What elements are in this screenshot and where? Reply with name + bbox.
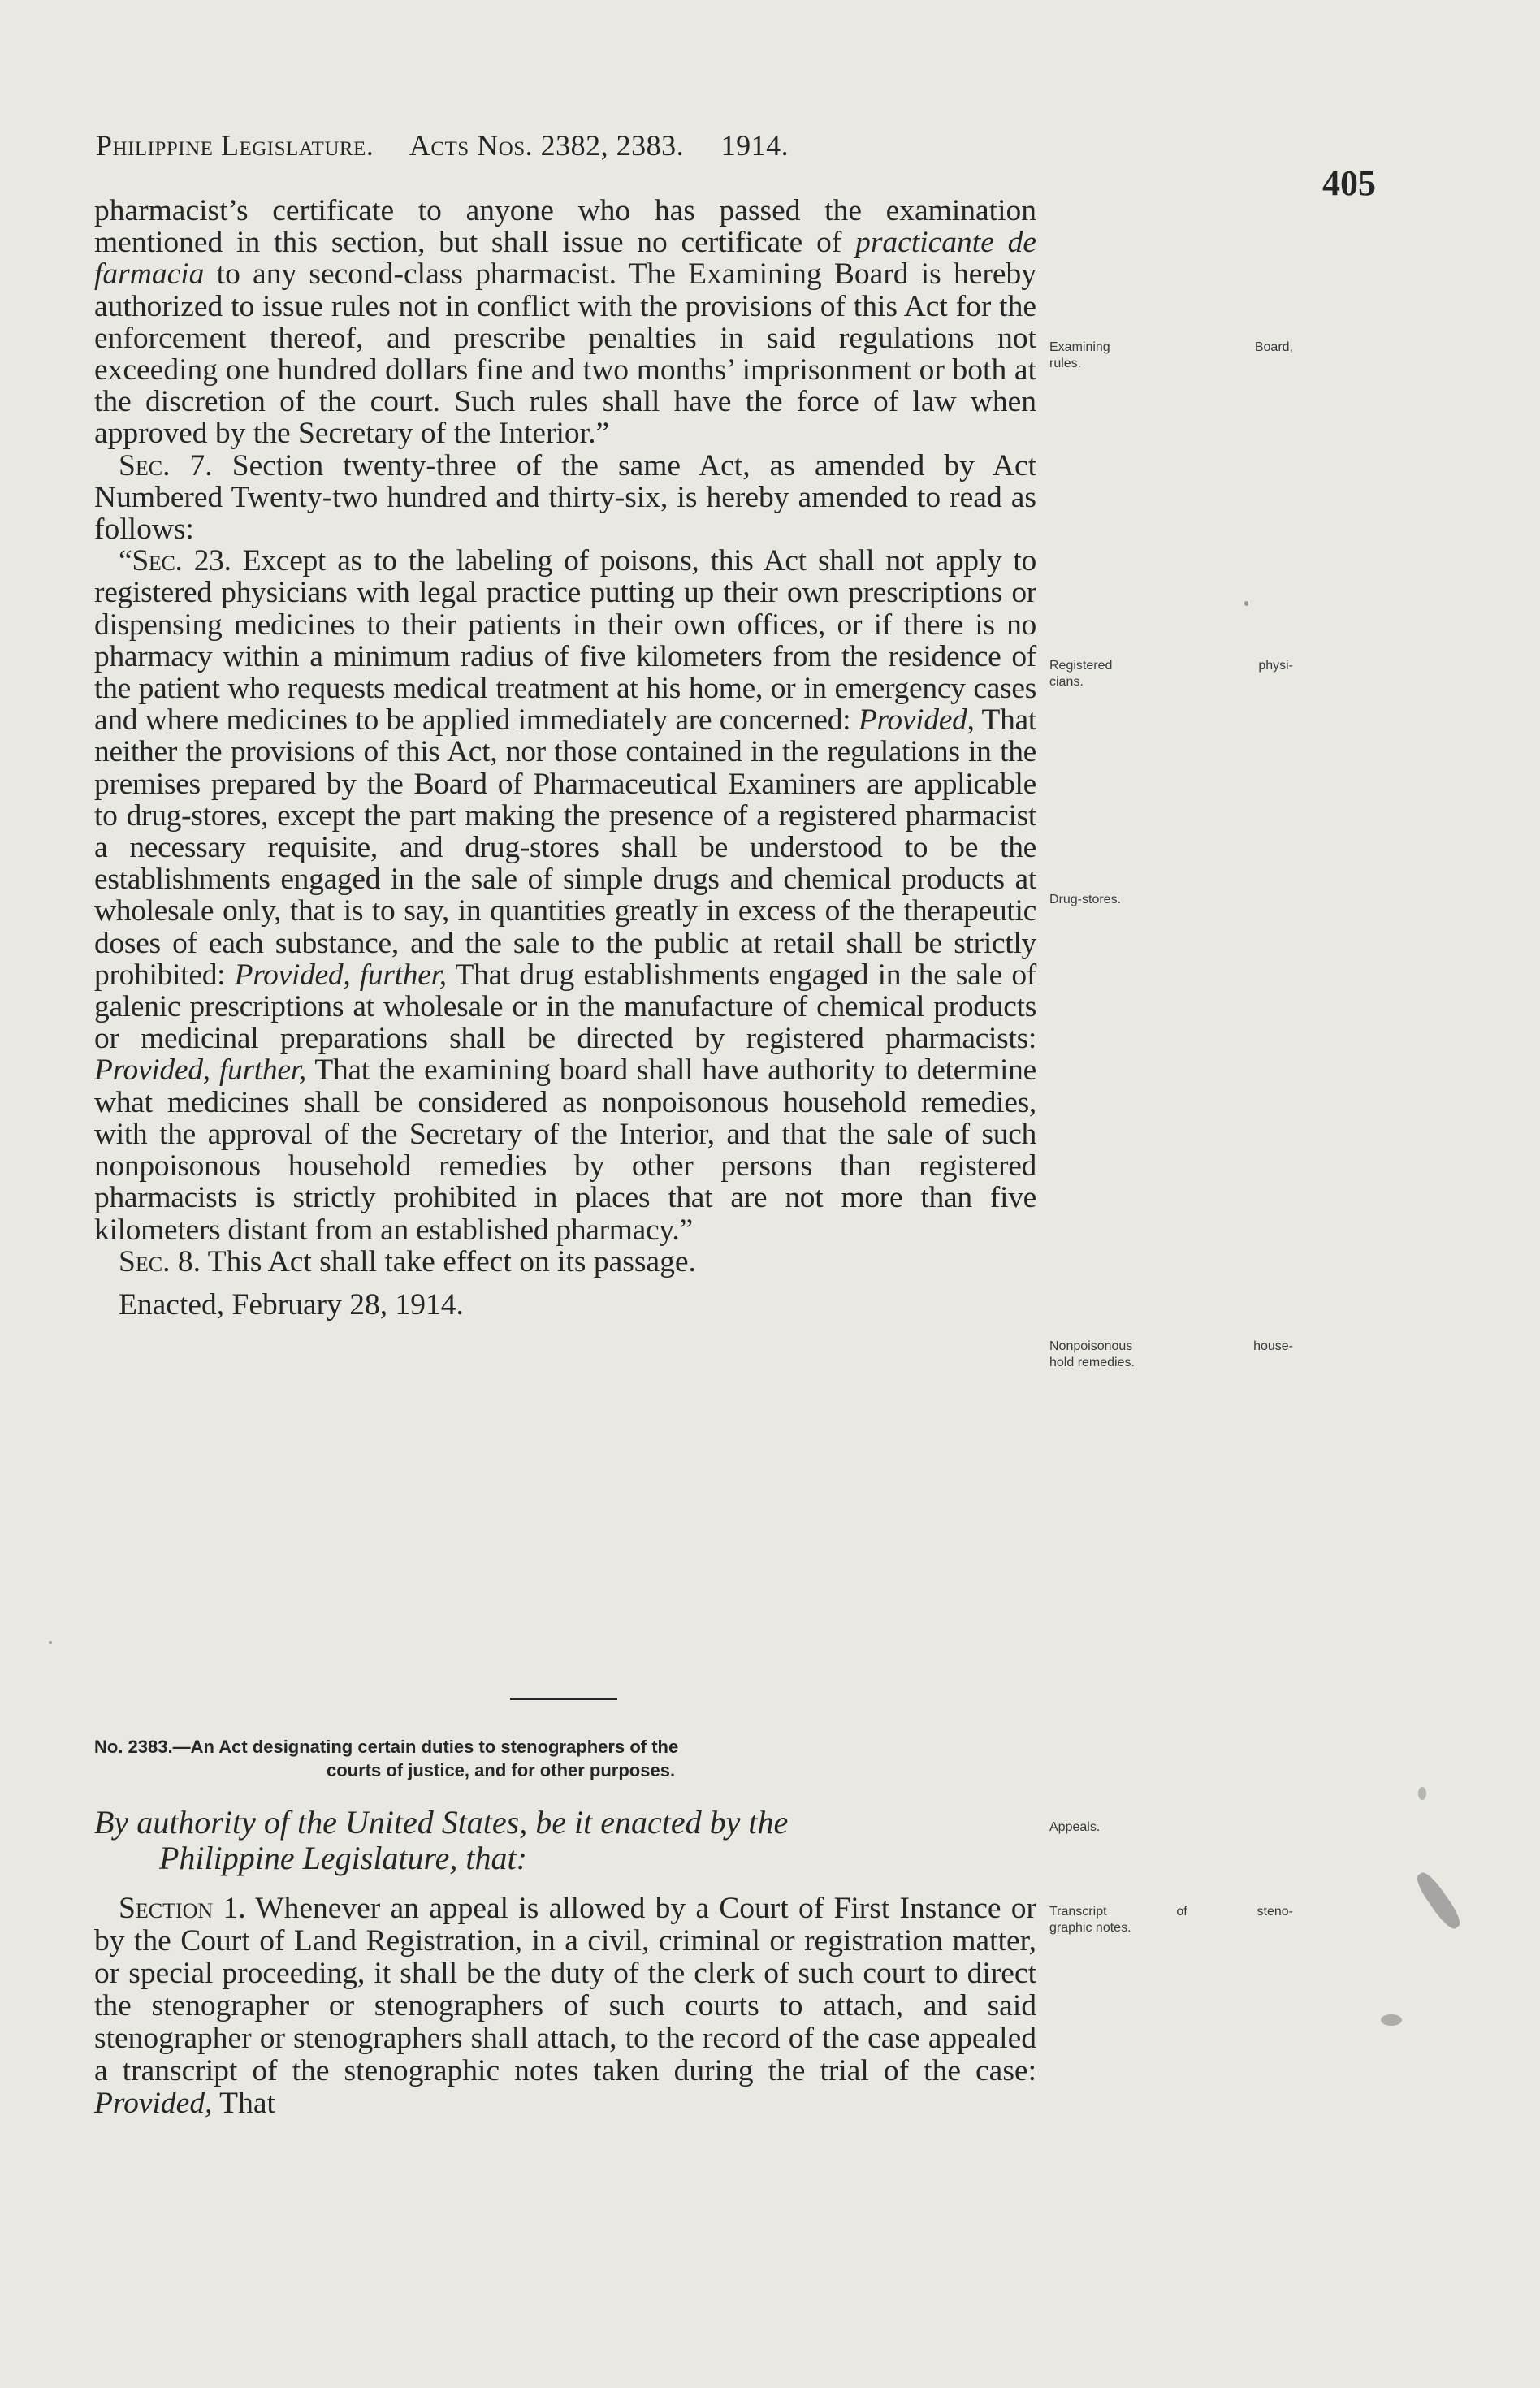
section-8: Sec. 8. This Act shall take effect on its passage. [119, 1244, 696, 1278]
margin-note-transcript: Transcript of steno- graphic notes. [1049, 1905, 1293, 1935]
act-2382-body [94, 195, 1036, 1321]
margin-note-registered-physicians: Registered physi- cians. [1049, 659, 1293, 689]
running-head-acts: Acts Nos. 2382, 2383. [409, 129, 685, 162]
act-2383-title [94, 1735, 1036, 1782]
paragraph-certificate: pharmacist’s certificate to anyone who has passed the examination mentioned in this section, but shall issue no certificate of practicante de farmacia to any second-class pharmacist. The Examining Board is hereby authorized to issue rules not in conflict with the provisions of this Act for the enforcement thereof, and prescribe penalties in said regulations not exceeding one hundred dollars fine and two months’ imprisonment or both at the discretion of the court. Such rules shall have the force of law when approved by the Secretary of the Interior.” [94, 194, 1037, 451]
scan-smudge [1381, 2014, 1402, 2026]
enacting-clause: By authority of the United States, be it enacted by the Philippine Legislature, that: [94, 1804, 789, 1876]
page-number: 405 [1322, 163, 1376, 203]
margin-note-drug-stores: Drug-stores. [1049, 893, 1122, 906]
section-8-label: Sec. 8. [119, 1244, 201, 1278]
practicante-term: practicante de farmacia [94, 226, 1037, 292]
section-23: “Sec. 23. Except as to the labeling of poisons, this Act shall not apply to registered physicians with legal practice putting up their own prescriptions or dispensing medicines to their patients in their own offices, or if there is no pharmacy within a minimum radius of five kilometers from the residence of the patient who requests medical treatment at his home, or in emergency cases and where medicines to be applied immediately are concerned: Provided, That neither the provisions of this Act, nor those contained in the regulations in the premises prepared by the Board of Pharmaceutical Examiners are applicable to drug-stores, except the part making the presence of a registered pharmacist a necessary requisite, and drug-stores shall be understood to be the establishments engaged in the sale of simple drugs and chemical products at wholesale only, that is to say, in quantities greatly in excess of the therapeutic doses of each substance, and the sale to the public at retail shall be strictly prohibited: Provided, further, That drug establishments engaged in the sale of galenic prescriptions at wholesale or in the manufacture of chemical products or medicinal preparations shall be directed by registered pharmacists: Provided, further, That the examining board shall have authority to determine what medicines shall be considered as nonpoisonous household remedies, with the approval of the Secretary of the Interior, and that the sale of such nonpoisonous household remedies by other persons than registered pharmacists is strictly prohibited in places that are not more than five kilometers distant from an established pharmacy.” [94, 544, 1037, 1247]
running-head [96, 128, 1030, 162]
section-divider [510, 1698, 617, 1700]
margin-note-examining-board: Examining Board, rules. [1049, 340, 1293, 370]
section-23-label: “Sec. 23. [119, 544, 231, 578]
scan-smudge [1412, 1869, 1464, 1932]
act-2383-title-line2: courts of justice, and for other purposes. [327, 1760, 676, 1780]
scan-speck [49, 1641, 52, 1644]
act-2383-title-line1: No. 2383.—An Act designating certain duties to stenographers of the [94, 1737, 679, 1757]
enacted-date: Enacted, February 28, 1914. [119, 1287, 464, 1322]
running-head-legislature: Philippine Legislature. [96, 129, 374, 162]
margin-note-nonpoisonous: Nonpoisonous house- hold remedies. [1049, 1339, 1293, 1369]
section-1-label: Section 1. [119, 1892, 246, 1925]
scan-speck [1418, 1787, 1426, 1800]
section-7-label: Sec. 7. [119, 448, 213, 482]
section-7: Sec. 7. Section twenty-three of the same Act, as amended by Act Numbered Twenty-two hundred and thirty-six, is hereby amended to read as follows: [94, 448, 1037, 547]
scan-speck [1244, 601, 1248, 606]
act-2383-section-1: Section 1. Whenever an appeal is allowed by a Court of First Instance or by the Court of Land Registration, in a civil, criminal or registration matter, or special proceeding, it shall be the duty of the clerk of such court to direct the stenographer or stenographers of such courts to attach, and said stenographer or stenographers shall attach, to the record of the case appealed a transcript of the stenographic notes taken during the trial of the case: Provided, That [94, 1892, 1036, 2120]
running-head-year: 1914. [720, 129, 789, 162]
margin-note-appeals: Appeals. [1049, 1820, 1101, 1834]
